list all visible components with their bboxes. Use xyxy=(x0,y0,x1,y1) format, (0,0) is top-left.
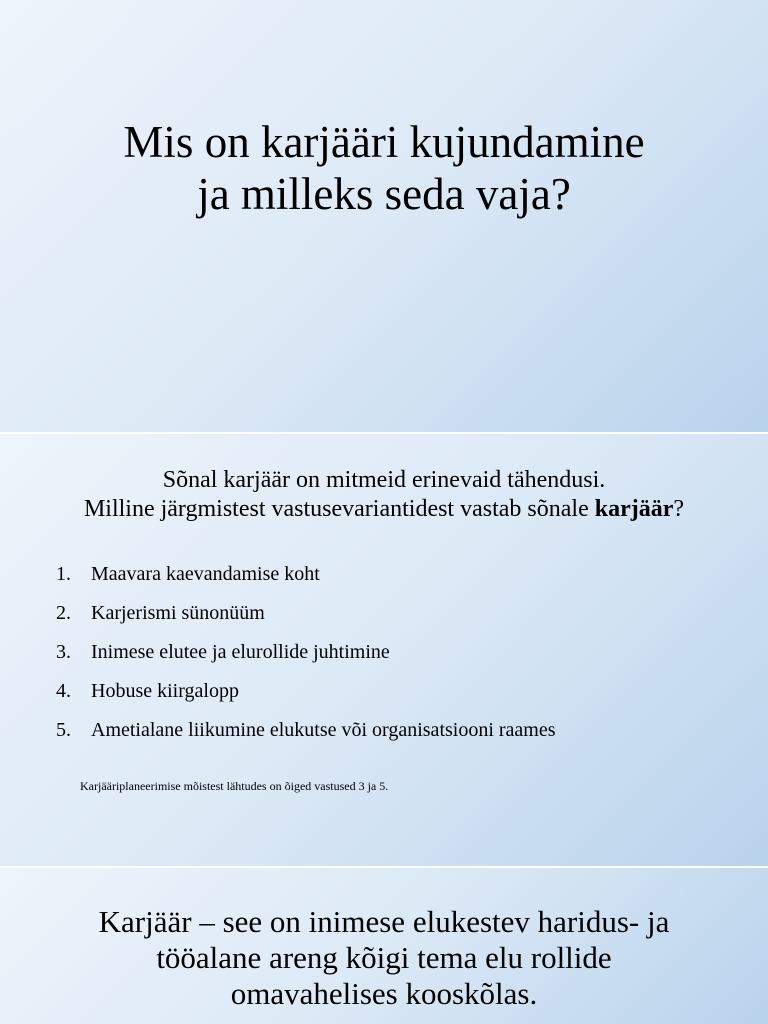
quiz-question xyxy=(0,466,768,524)
question-suffix: ? xyxy=(673,496,685,522)
question-line-2 xyxy=(0,495,768,524)
question-keyword: karjäär xyxy=(594,496,674,522)
option-text: Hobuse kiirgalopp xyxy=(91,680,239,702)
option-text: Inimese elutee ja elurollide juhtimine xyxy=(91,641,390,663)
slide-title xyxy=(0,0,768,432)
option-number: 4. xyxy=(56,680,71,702)
option-text: Maavara kaevandamise koht xyxy=(91,563,320,585)
slide-title-heading xyxy=(0,116,768,220)
answer-option xyxy=(56,679,556,718)
definition-line-1: Karjäär – see on inimese elukestev haridus- ja xyxy=(98,904,670,939)
option-number: 3. xyxy=(56,641,71,663)
career-definition xyxy=(0,904,768,1012)
option-text: Karjerismi sünonüüm xyxy=(91,602,265,624)
answer-note: Karjääriplaneerimise mõistest lähtudes on õiged vastused 3 ja 5. xyxy=(80,779,389,793)
answer-option xyxy=(56,601,556,640)
option-number: 1. xyxy=(56,563,71,585)
definition-line-2: tööalane areng kõigi tema elu rollide xyxy=(156,940,612,975)
question-line-1: Sõnal karjäär on mitmeid erinevaid tähendusi. xyxy=(162,467,606,493)
title-line-2: ja milleks seda vaja? xyxy=(197,169,571,219)
option-number: 2. xyxy=(56,602,71,624)
answer-option xyxy=(56,562,556,601)
definition-line-3: omavahelises kooskõlas. xyxy=(230,976,538,1011)
option-text: Ametialane liikumine elukutse või organisatsiooni raames xyxy=(91,719,556,741)
slide-quiz xyxy=(0,434,768,866)
slide-definition xyxy=(0,868,768,1024)
title-line-1: Mis on karjääri kujundamine xyxy=(123,117,645,167)
option-number: 5. xyxy=(56,719,71,741)
answer-option xyxy=(56,640,556,679)
answer-option xyxy=(56,718,556,757)
question-prefix: Milline järgmistest vastusevariantidest vastab sõnale xyxy=(83,496,595,522)
answer-options-list xyxy=(56,562,556,757)
